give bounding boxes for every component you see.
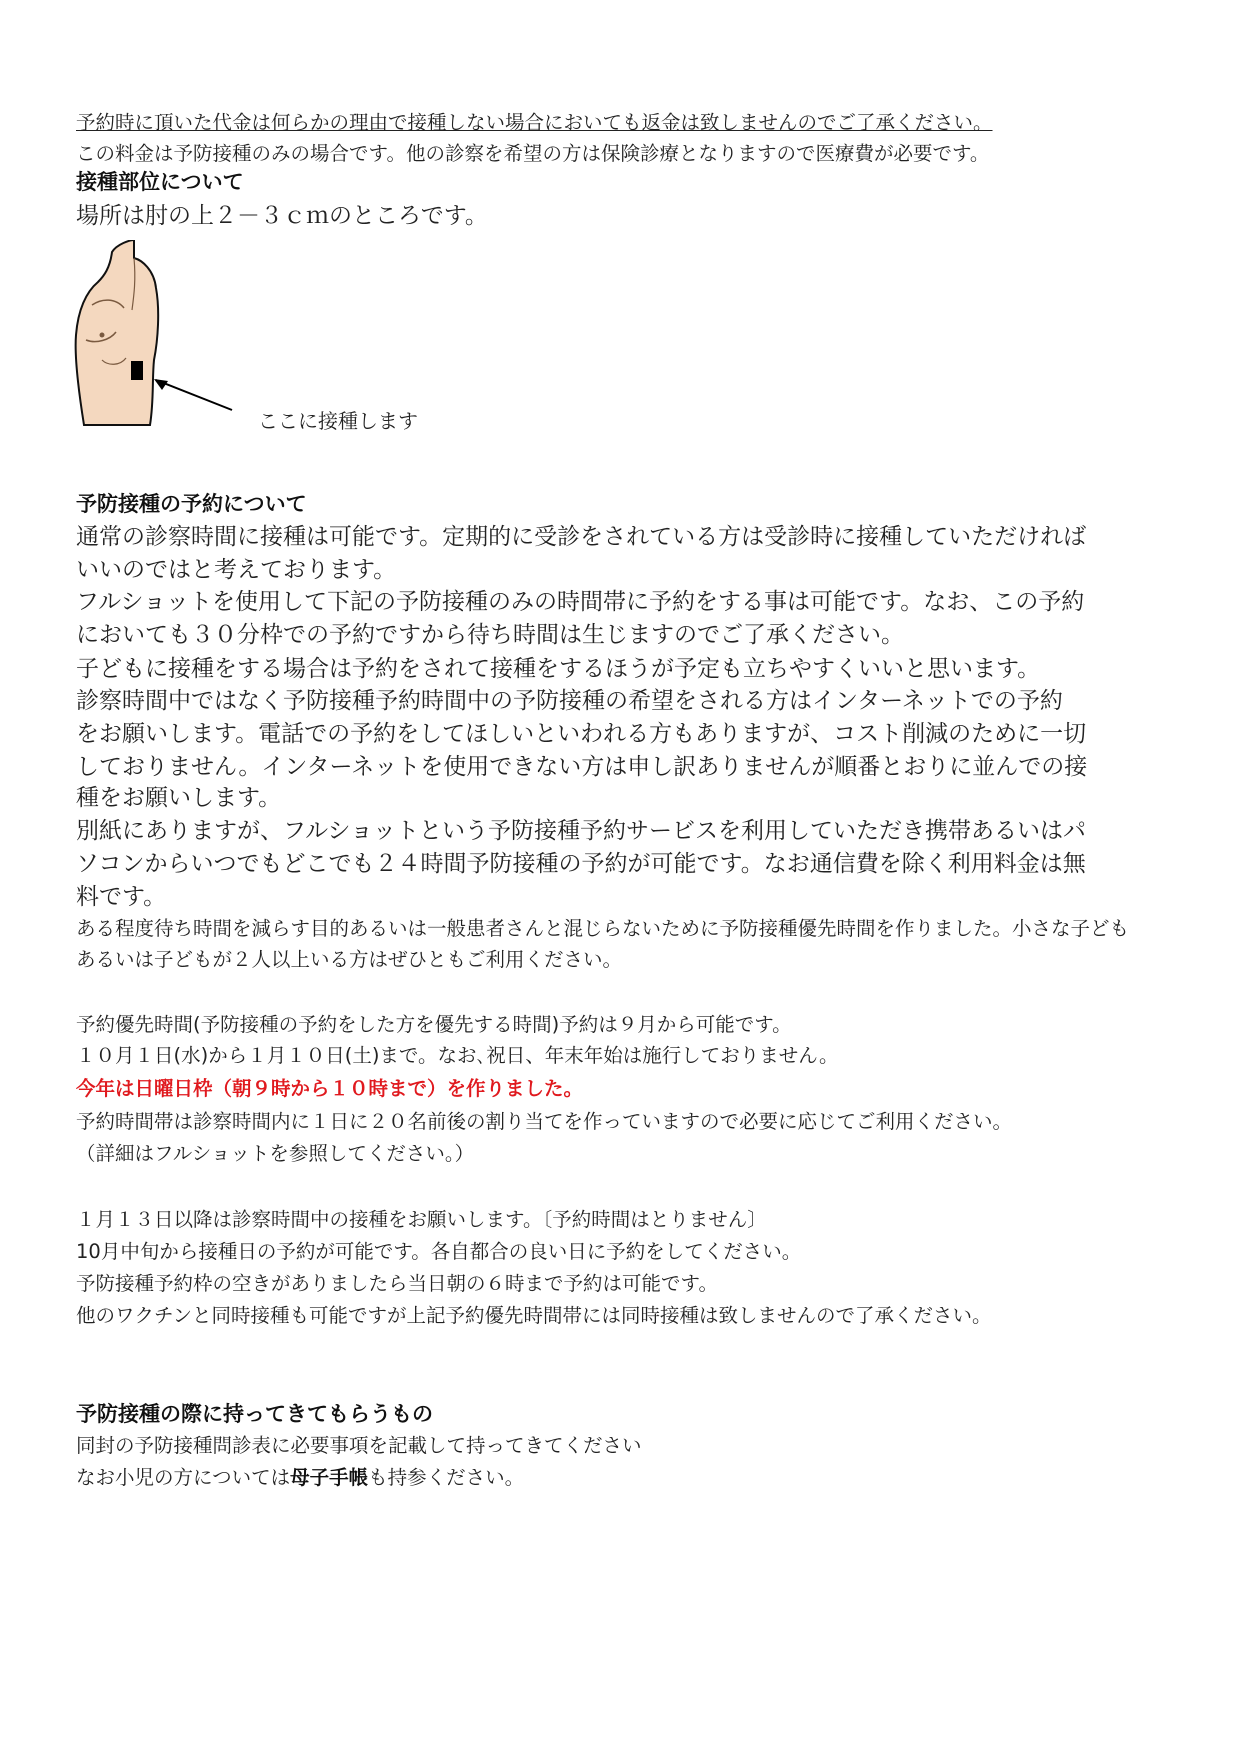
fee-notice: この料金は予防接種のみの場合です。他の診察を希望の方は保険診療となりますので医療費が必要です。 [76,142,990,165]
priority-dates: １０月１日(水)から１月１０日(土)まで。なお､祝日、年末年始は施行しておりません。 [76,1044,839,1067]
bring-text: なお小児の方については [76,1466,291,1489]
body-line: 種をお願いします。 [76,785,282,811]
small-line: あるいは子どもが２人以上いる方はぜひともご利用ください。 [76,948,623,971]
arm-illustration [72,240,272,430]
site-text: 場所は肘の上２－３ｃｍのところです。 [76,203,488,229]
after-line: 10月中旬から接種日の予約が可能です。各自都合の良い日に予約をしてください。 [76,1240,802,1263]
body-line: をお願いします。電話での予約をしてほしいといわれる方もありますが、コスト削減のために一切 [76,721,1087,747]
bring-line [76,1462,524,1490]
maternal-handbook: 母子手帳 [290,1466,369,1489]
bring-heading: 予防接種の際に持ってきてもらうもの [76,1402,433,1426]
injection-site-marker [131,361,143,380]
body-line: いいのではと考えております。 [76,557,397,583]
arrow-line [156,380,232,410]
bring-line: 同封の予防接種問診表に必要事項を記載して持ってきてください [76,1434,642,1457]
body-line: 通常の診察時間に接種は可能です。定期的に受診をされている方は受診時に接種していただければ [76,524,1087,550]
refund-notice: 予約時に頂いた代金は何らかの理由で接種しない場合においても返金は致しませんのでご了承ください。 [76,111,993,134]
body-line: フルショットを使用して下記の予防接種のみの時間帯に予約をする事は可能です。なお、この予約 [76,589,1085,615]
body-line: においても３０分枠での予約ですから待ち時間は生じますのでご了承ください。 [76,622,904,648]
after-line: １月１３日以降は診察時間中の接種をお願いします。〔予約時間はとりません〕 [76,1208,767,1231]
reservation-heading: 予防接種の予約について [76,492,307,516]
after-line: 予防接種予約枠の空きがありましたら当日朝の６時まで予約は可能です。 [76,1272,718,1295]
injection-caption: ここに接種します [258,409,418,433]
priority-line: 予約時間帯は診察時間内に１日に２０名前後の割り当てを作っていますので必要に応じてご利用ください。 [76,1110,1013,1133]
priority-line: 予約優先時間(予防接種の予約をした方を優先する時間)予約は９月から可能です。 [76,1013,792,1036]
site-heading: 接種部位について [76,170,244,194]
body-line: 料です。 [76,884,167,910]
body-line: 別紙にありますが、フルショットという予防接種予約サービスを利用していただき携帯あるいはパ [76,818,1087,844]
body-line: 子どもに接種をする場合は予約をされて接種をするほうが予定も立ちやすくいいと思います。 [76,656,1041,682]
small-line: ある程度待ち時間を減らす目的あるいは一般患者さんと混じらないために予防接種優先時間を作りました。小さな子ども [76,917,1130,940]
body-line: 診察時間中ではなく予防接種予約時間中の予防接種の希望をされる方はインターネットでの予約 [76,688,1063,714]
after-line: 他のワクチンと同時接種も可能ですが上記予約優先時間帯には同時接種は致しませんので了承ください。 [76,1304,992,1327]
priority-line: （詳細はフルショットを参照してください。） [76,1142,475,1165]
body-line: しておりません。インターネットを使用できない方は申し訳ありませんが順番とおりに並んでの接 [76,754,1088,780]
bring-text: も持参ください。 [368,1466,525,1489]
body-line: ソコンからいつでもどこでも２４時間予防接種の予約が可能です。なお通信費を除く利用料金は無 [76,851,1086,877]
sunday-slot-notice: 今年は日曜日枠（朝９時から１０時まで）を作りました。 [76,1077,584,1100]
